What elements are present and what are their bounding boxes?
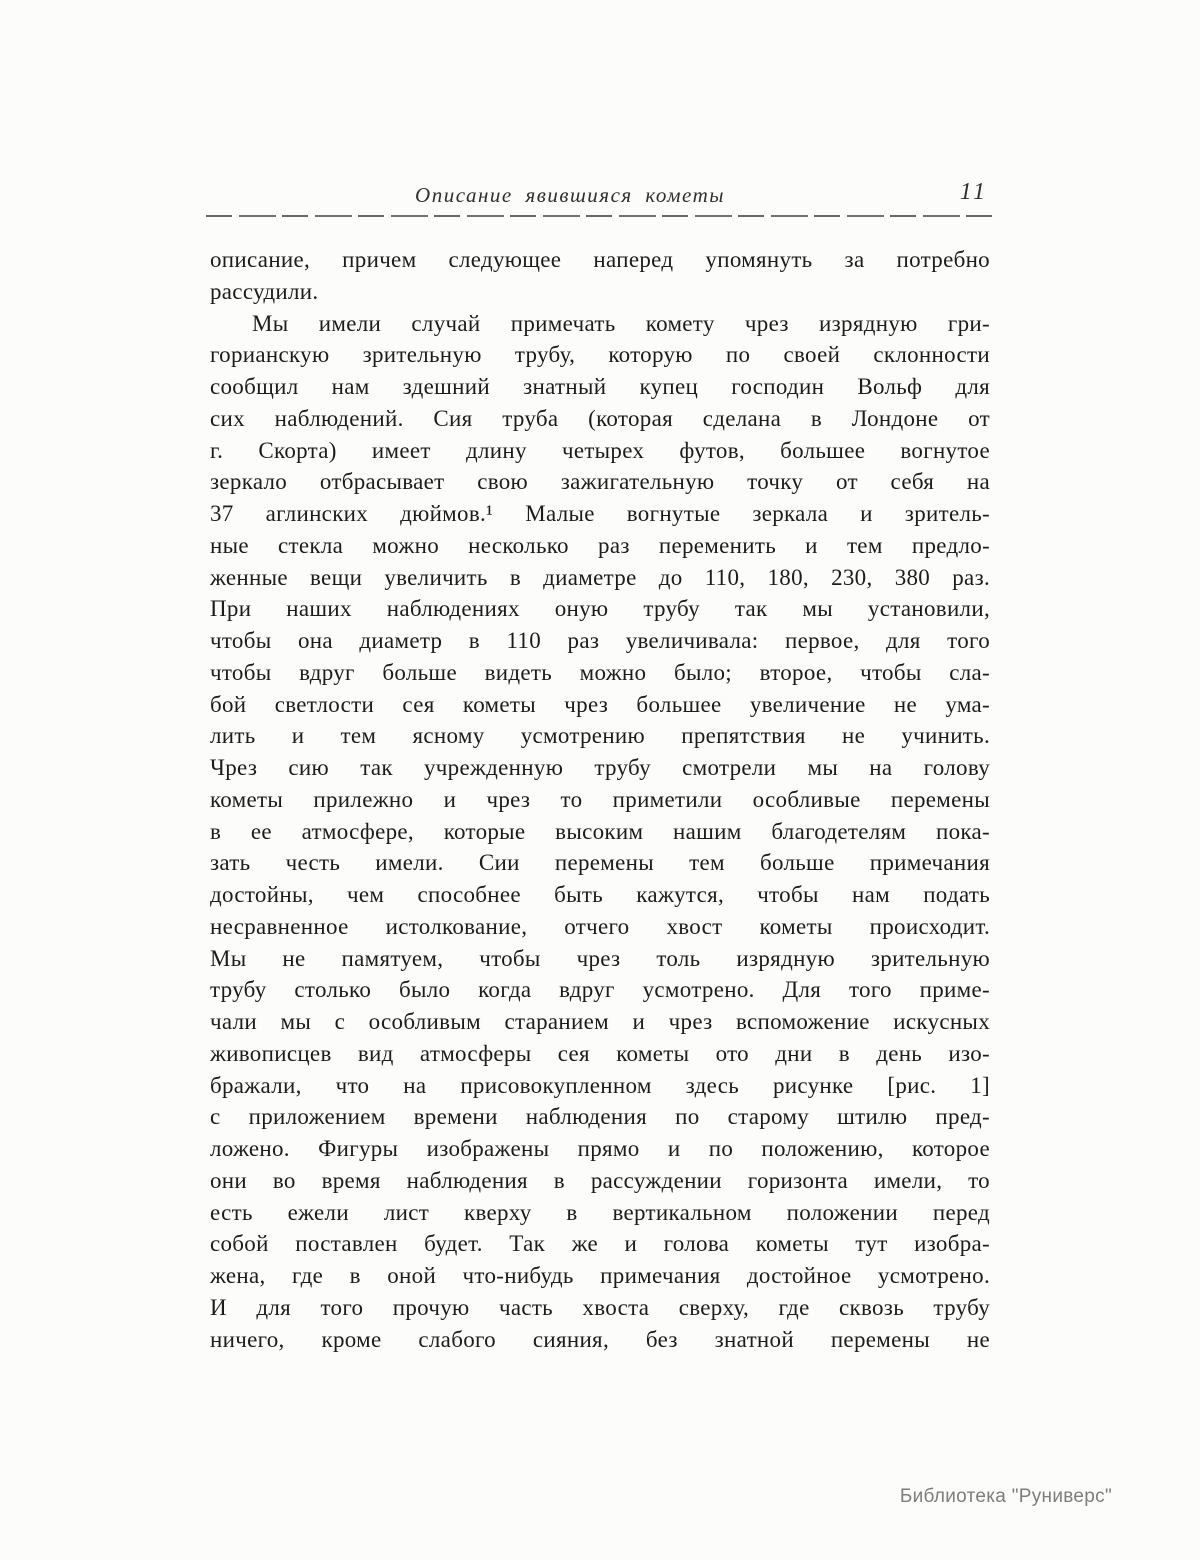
text-line: Мы имели случай примечать комету чрез изрядную гри-: [252, 310, 990, 336]
text-line: горианскую зрительную трубу, которую по своей склонности: [210, 342, 990, 368]
text-line: женные вещи увеличить в диаметре до 110, 180, 230, 380 раз.: [210, 564, 990, 590]
text-line: они во время наблюдения в рассуждении горизонта имели, то: [210, 1167, 990, 1193]
text-line: ложено. Фигуры изображены прямо и по положению, которое: [210, 1136, 990, 1161]
text-line: ничего, кроме слабого сияния, без знатной перемены не: [210, 1326, 990, 1352]
text-line: с приложением времени наблюдения по старому штилю пред-: [210, 1104, 990, 1130]
page-header: [210, 179, 990, 213]
library-watermark: Библиотека "Руниверс": [899, 1486, 1112, 1507]
header-rule: [206, 215, 992, 217]
text-line: несравненное истолкование, отчего хвост кометы происходит.: [210, 913, 990, 939]
text-line: собой поставлен будет. Так же и голова кометы тут изобра-: [210, 1231, 990, 1257]
text-line: зеркало отбрасывает свою зажигательную точку от себя на: [210, 469, 990, 495]
text-line: сообщил нам здешний знатный купец господин Вольф для: [210, 374, 990, 399]
text-line: живописцев вид атмосферы сея кометы ото дни в день изо-: [210, 1040, 990, 1066]
text-line: зать честь имели. Сии перемены тем больше примечания: [210, 850, 990, 876]
text-line: При наших наблюдениях оную трубу так мы установили,: [210, 596, 990, 622]
text-line: ные стекла можно несколько раз переменить и тем предло-: [210, 532, 990, 558]
text-line: достойны, чем способнее быть кажутся, чтобы нам подать: [210, 882, 990, 907]
text-line: 37 аглинских дюймов.¹ Малые вогнутые зеркала и зритель-: [210, 501, 990, 526]
text-line: бой светлости сея кометы чрез большее увеличение не ума-: [210, 691, 990, 717]
text-line: сих наблюдений. Сия труба (которая сделана в Лондоне от: [210, 405, 990, 431]
text-line: бражали, что на присовокупленном здесь рисунке [рис. 1]: [210, 1072, 990, 1098]
text-line: жена, где в оной что-нибудь примечания достойное усмотрено.: [210, 1263, 990, 1288]
text-line: Мы не памятуем, чтобы чрез толь изрядную зрительную: [210, 945, 990, 971]
text-line: лить и тем ясному усмотрению препятствия не учинить.: [210, 723, 990, 749]
text-line: в ее атмосфере, которые высоким нашим благодетелям пока-: [210, 818, 990, 844]
page-number: 11: [959, 179, 988, 205]
text-line: Чрез сию так учрежденную трубу смотрели мы на голову: [210, 755, 990, 780]
text-line: рассудили.: [210, 278, 319, 304]
text-line: кометы прилежно и чрез то приметили особливые перемены: [210, 786, 990, 812]
text-line: чали мы с особливым старанием и чрез вспоможение искусных: [210, 1009, 990, 1034]
text-line: есть ежели лист кверху в вертикальном положении перед: [210, 1199, 990, 1225]
text-line: чтобы вдруг больше видеть можно было; второе, чтобы сла-: [210, 659, 990, 685]
text-line: описание, причем следующее наперед упомянуть за потребно: [210, 247, 990, 272]
text-line: И для того прочую часть хвоста сверху, где сквозь трубу: [210, 1294, 990, 1320]
body-text: [210, 244, 990, 1355]
running-title: Описание явившияся кометы: [415, 183, 725, 207]
text-line: чтобы она диаметр в 110 раз увеличивала: первое, для того: [210, 628, 990, 653]
text-line: г. Скорта) имеет длину четырех футов, большее вогнутое: [210, 437, 990, 463]
text-line: трубу столько было когда вдруг усмотрено. Для того приме-: [210, 977, 990, 1003]
